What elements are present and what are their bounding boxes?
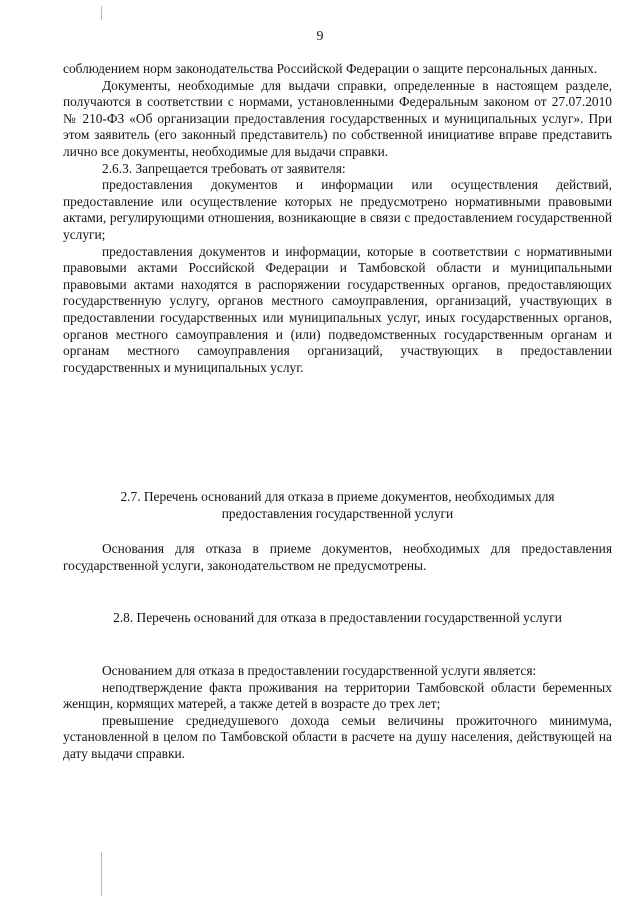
section-2-7-heading [63, 489, 612, 522]
paragraph-continuation: соблюдением норм законодательства Российской Федерации о защите персональных данных. [63, 61, 598, 76]
margin-mark-top [101, 6, 102, 20]
section-2-8-intro: Основанием для отказа в предоставлении государственной услуги является: [102, 663, 537, 678]
paragraph-prohibition-actions: предоставления документов и информации или осуществления действий, предоставление или осуществление которых не предусмотрено нормативными правовыми актами, регулирующими отношения, возникающие в связи с предоставлением государственной услуги; [63, 177, 612, 242]
section-2-7-body [63, 541, 612, 574]
paragraph-prohibition-documents: предоставления документов и информации, которые в соответствии с нормативными правовыми актами Российской Федерации и Тамбовской области и муниципальными правовыми актами находятся в распоряжении государственных органов, предоставляющих государственную услугу, органов местного самоуправления, организаций, участвующих в предоставлении государственных или муниципальных услуг, иных государственных органов, органов местного самоуправления и (или) подведомственных государственным органам и органам местного самоуправления организаций, участвующих в предоставлении государственных и муниципальных услуг. [63, 243, 612, 375]
paragraph-documents: Документы, необходимые для выдачи справки, определенные в настоящем разделе, получаются в соответствии с нормами, установленными Федеральным законом от 27.07.2010 № 210-ФЗ «Об организации предоставления государственных и муниципальных услуг». При этом заявитель (его законный представитель) по собственной инициативе вправе представить лично все документы, необходимые для выдачи справки. [63, 77, 612, 159]
section-2-8-ground-income: превышение среднедушевого дохода семьи величины прожиточного минимума, установленной в целом по Тамбовской области в расчете на душу населения, действующей на дату выдачи справки. [63, 712, 612, 761]
section-2-6-body [63, 61, 612, 376]
page-number: 9 [316, 29, 324, 44]
margin-mark-bottom [101, 852, 102, 896]
section-2-7-paragraph: Основания для отказа в приеме документов, необходимых для предоставления государственной услуги, законодательством не предусмотрены. [63, 541, 612, 573]
clause-2-6-3: 2.6.3. Запрещается требовать от заявителя: [102, 160, 346, 176]
section-2-7-heading-line2: предоставления государственной услуги [221, 505, 454, 521]
section-2-7-heading-line1: 2.7. Перечень оснований для отказа в приеме документов, необходимых для [120, 489, 555, 504]
section-2-8-ground-residence: неподтверждение факта проживания на территории Тамбовской области беременных женщин, кормящих матерей, а также детей в возрасте до трех лет; [63, 679, 612, 712]
section-2-8-body [63, 663, 612, 763]
section-2-8-heading: 2.8. Перечень оснований для отказа в предоставлении государственной услуги [113, 610, 562, 625]
